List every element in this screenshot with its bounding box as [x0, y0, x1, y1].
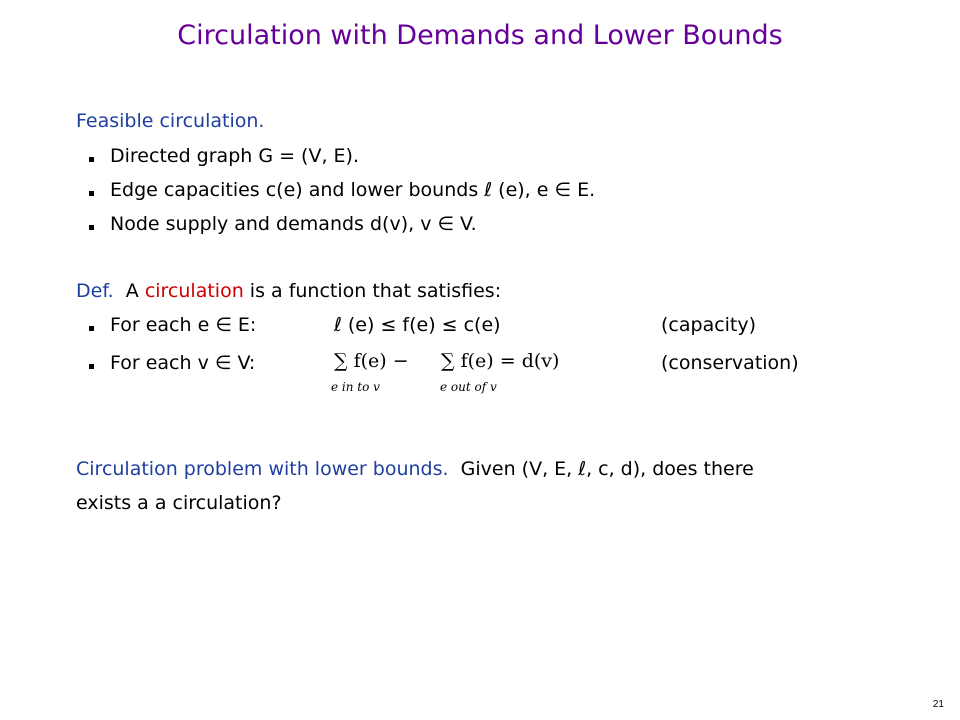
bullet-marker	[89, 225, 94, 230]
capacity-label: For each e ∈ E:	[110, 314, 257, 336]
problem-question: Given (V, E, ℓ, c, d), does there	[460, 458, 754, 480]
conservation-sum-out: ∑ f(e) = d(v)	[441, 350, 560, 372]
def-term: circulation	[144, 280, 244, 302]
bullet-marker	[89, 157, 94, 162]
feasible-bullet-1: Directed graph G = (V, E).	[110, 145, 360, 167]
bullet-marker	[89, 326, 94, 331]
page-number: 21	[932, 699, 944, 710]
problem-line-1	[76, 457, 754, 481]
bullet-marker	[89, 191, 94, 196]
definition-line	[76, 279, 501, 303]
conservation-label: For each v ∈ V:	[110, 352, 256, 374]
slide-title: Circulation with Demands and Lower Bounds	[177, 20, 783, 51]
conservation-sum-in-subscript: e in to v	[331, 380, 380, 394]
feasible-heading: Feasible circulation.	[76, 110, 265, 132]
bullet-marker	[89, 364, 94, 369]
def-prefix: A	[125, 280, 139, 302]
problem-line-2: exists a a circulation?	[76, 492, 282, 514]
feasible-bullet-3: Node supply and demands d(v), v ∈ V.	[110, 213, 477, 235]
def-suffix: is a function that satisfies:	[249, 280, 502, 302]
def-label: Def.	[76, 280, 114, 302]
problem-heading: Circulation problem with lower bounds.	[76, 458, 449, 480]
conservation-sum-out-subscript: e out of v	[440, 380, 497, 394]
capacity-tag: (capacity)	[661, 314, 757, 336]
capacity-expression: ℓ (e) ≤ f(e) ≤ c(e)	[334, 314, 501, 336]
feasible-bullet-2: Edge capacities c(e) and lower bounds ℓ (e), e ∈ E.	[110, 179, 596, 201]
conservation-sum-in: ∑ f(e) −	[334, 350, 409, 372]
conservation-tag: (conservation)	[661, 352, 799, 374]
